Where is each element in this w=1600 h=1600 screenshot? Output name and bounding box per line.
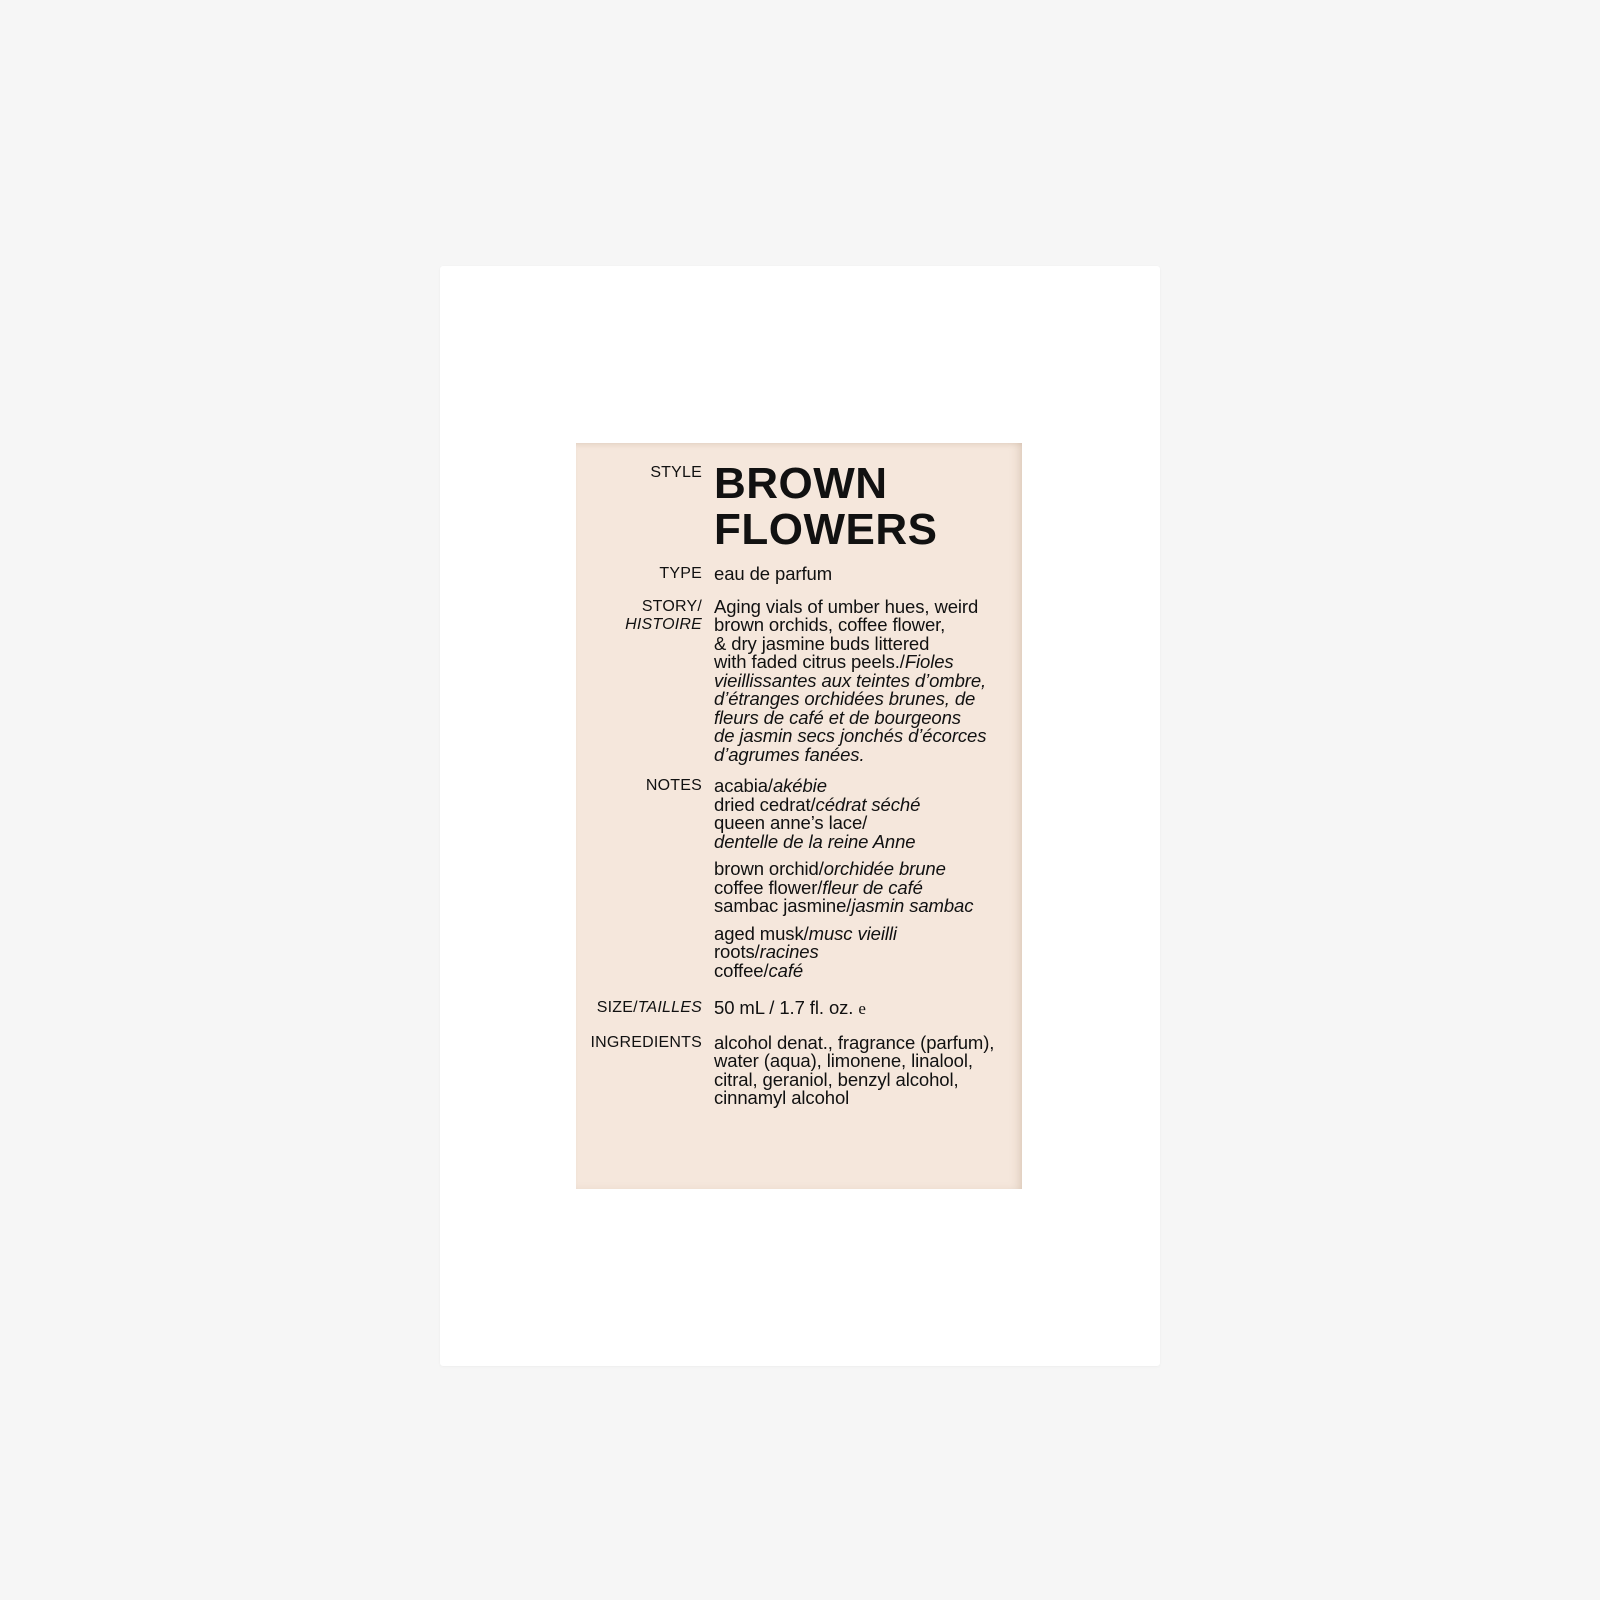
story-key-line-2: HISTOIRE xyxy=(625,616,702,633)
story-line: vieillissantes aux teintes d’ombre, xyxy=(714,669,987,691)
note-line: sambac jasmine/jasmin sambac xyxy=(714,895,974,916)
story-key-line-1: STORY/ xyxy=(641,597,702,615)
story-line: d’agrumes fanées. xyxy=(714,743,865,765)
notes-key: NOTES xyxy=(645,777,702,794)
type-row xyxy=(576,565,1022,584)
type-value: eau de parfum xyxy=(714,563,833,584)
note-line: queen anne’s lace/ xyxy=(714,812,868,833)
notes-group-top xyxy=(714,777,1022,851)
ingredients-list xyxy=(714,1031,1022,1108)
note-line: coffee/café xyxy=(714,959,804,981)
note-line: brown orchid/orchidée brune xyxy=(714,858,946,879)
note-line: aged musk/musc vieilli xyxy=(714,922,897,944)
style-row xyxy=(576,461,1022,553)
ingredients-key: INGREDIENTS xyxy=(590,1033,702,1051)
notes-group-heart xyxy=(714,860,1022,916)
ingredients-line: water (aqua), limonene, linalool, xyxy=(714,1050,973,1071)
type-key: TYPE xyxy=(659,565,702,582)
note-line: roots/racines xyxy=(714,941,819,962)
story-line: brown orchids, coffee flower, xyxy=(714,614,946,635)
size-row xyxy=(576,999,1022,1019)
story-line: d’étranges orchidées brunes, de xyxy=(714,688,976,709)
notes-row xyxy=(576,777,1022,980)
story-line: & dry jasmine buds littered xyxy=(714,632,930,654)
product-title xyxy=(714,461,937,553)
ingredients-line: alcohol denat., fragrance (parfum), xyxy=(714,1031,995,1053)
product-label xyxy=(576,443,1022,1189)
notes-group-base xyxy=(714,922,1022,981)
note-line: coffee flower/fleur de café xyxy=(714,876,923,898)
story-line: Aging vials of umber hues, weird xyxy=(714,595,979,617)
story-row xyxy=(576,595,1022,765)
label-content xyxy=(576,461,1022,1108)
product-title-line-2: FLOWERS xyxy=(714,505,938,554)
story-line: with faded citrus peels./Fioles xyxy=(714,651,954,672)
story-text xyxy=(714,595,1022,765)
story-key xyxy=(576,598,702,635)
product-title-line-1: BROWN xyxy=(714,459,888,508)
ingredients-line: cinnamyl alcohol xyxy=(714,1087,850,1108)
ingredients-line: citral, geraniol, benzyl alcohol, xyxy=(714,1068,959,1090)
ingredients-row xyxy=(576,1031,1022,1108)
style-key: STYLE xyxy=(650,464,702,481)
note-line: dried cedrat/cédrat séché xyxy=(714,793,921,815)
notes-list xyxy=(714,777,1022,980)
estimated-sign-icon: e xyxy=(858,999,866,1018)
size-key: SIZE/TAILLES xyxy=(596,999,702,1016)
story-line: de jasmin secs jonchés d’écorces xyxy=(714,725,987,746)
story-line: fleurs de café et de bourgeons xyxy=(714,706,961,728)
note-line: dentelle de la reine Anne xyxy=(714,830,916,852)
note-line: acabia/akébie xyxy=(714,775,827,796)
size-value: 50 mL / 1.7 fl. oz. e xyxy=(714,997,866,1018)
